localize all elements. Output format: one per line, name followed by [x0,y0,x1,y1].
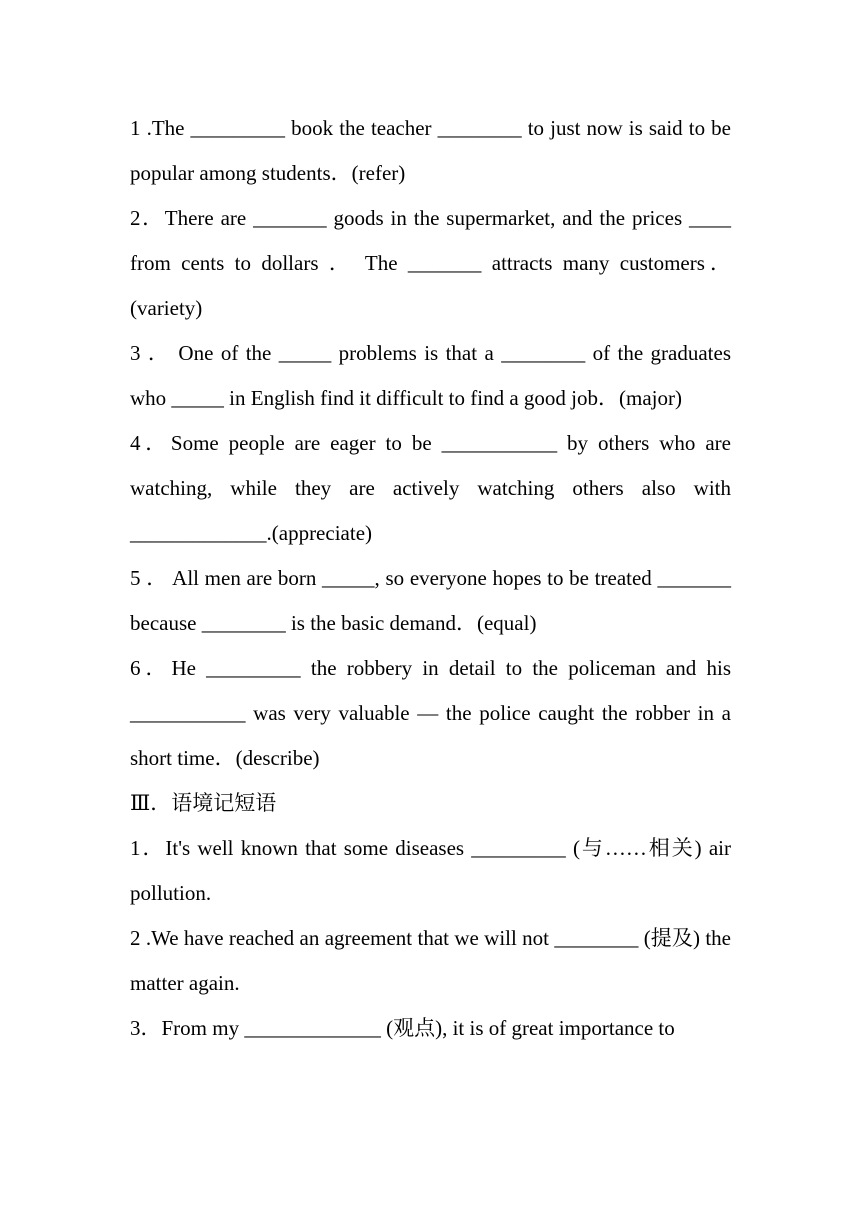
exercise-item-variety: 2．There are _______ goods in the supermarket, and the prices ____ from cents to dollars ． The _______ attracts many customers．(variety) [130,206,731,320]
exercise-item-major: 3 ． One of the _____ problems is that a ________ of the graduates who _____ in English find it difficult to find a good job．(major) [130,341,731,410]
phrase-item-mention: 2 .We have reached an agreement that we will not ________ (提及) the matter again. [130,926,731,995]
phrase-item-related: 1．It's well known that some diseases _________ (与……相关) air pollution. [130,836,731,905]
exercise-item-appreciate: 4．Some people are eager to be ___________ by others who are watching, while they are actively watching others also with _____________.(appreciate) [130,431,731,545]
exercise-item-refer: 1 .The _________ book the teacher ________ to just now is said to be popular among students．(refer) [130,116,731,185]
exercise-item-describe: 6．He _________ the robbery in detail to the policeman and his ___________ was very valuable — the police caught the robber in a short time．(describe) [130,656,731,770]
phrase-item-viewpoint: 3．From my _____________ (观点), it is of great importance to [130,1016,675,1040]
exercise-item-equal: 5 ． All men are born _____, so everyone hopes to be treated _______ because ________ is the basic demand．(equal) [130,566,731,635]
exercise-content [130,106,731,1051]
section-heading: Ⅲ．语境记短语 [130,791,277,815]
